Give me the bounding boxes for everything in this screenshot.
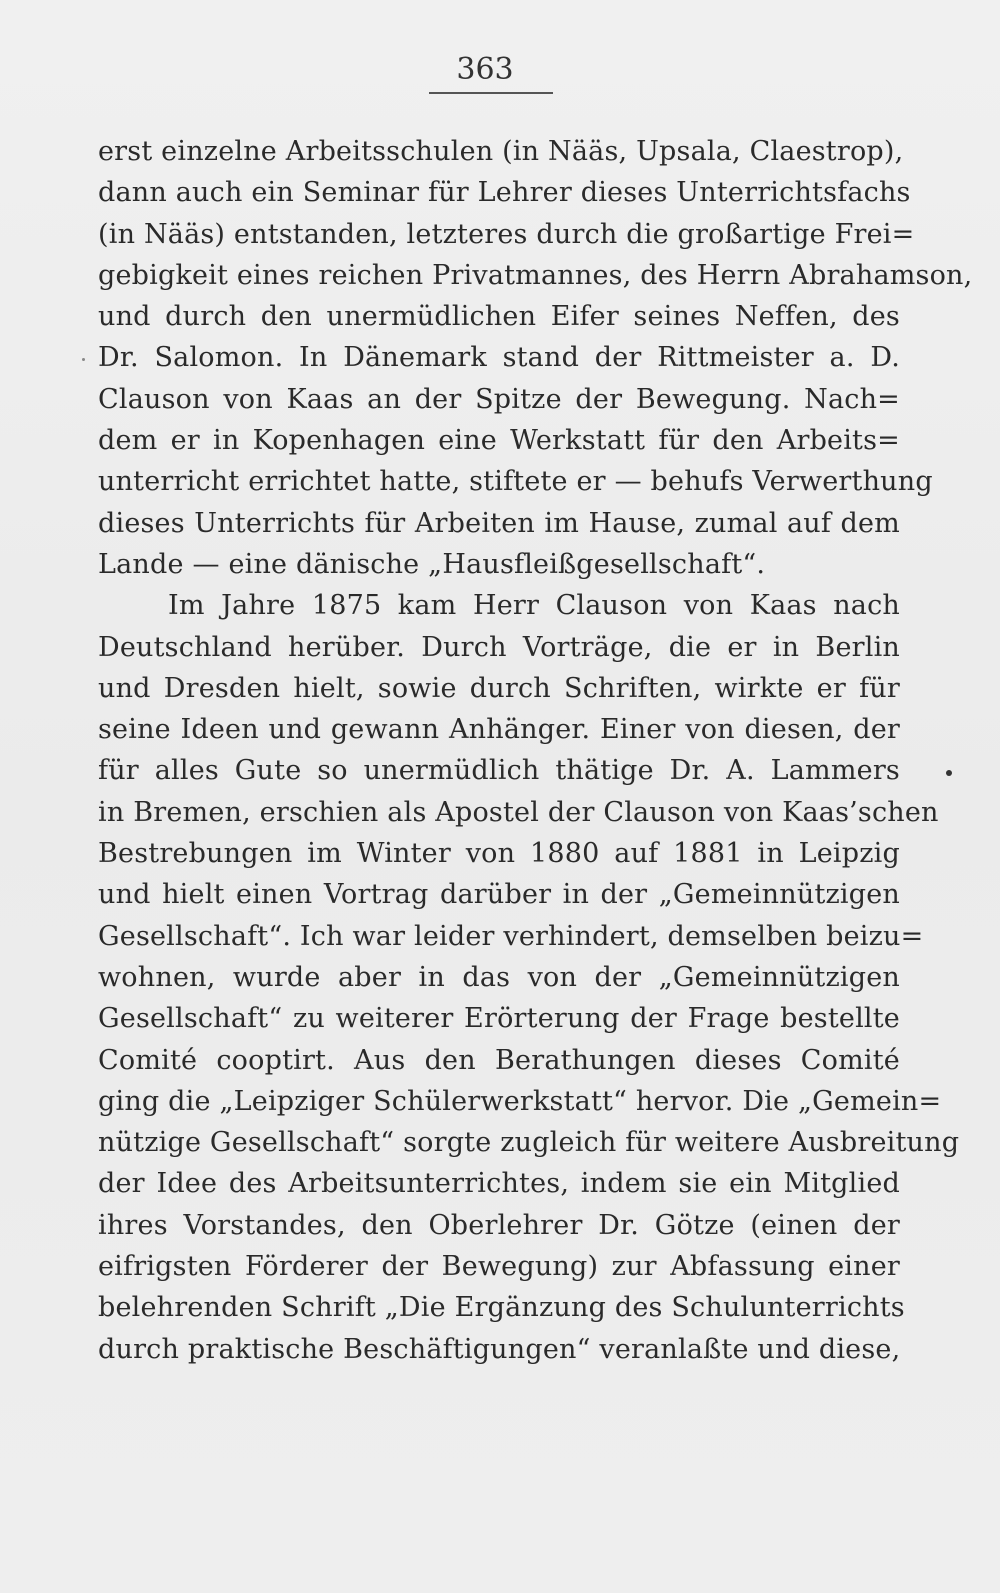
text-line: erst einzelne Arbeitsschulen (in Nääs, Upsala, Claestrop), <box>98 136 904 167</box>
text-line: dem er in Kopenhagen eine Werkstatt für den Arbeits= <box>98 425 900 457</box>
text-line: dieses Unterrichts für Arbeiten im Hause, zumal auf dem <box>98 507 900 539</box>
paragraph-1 <box>98 131 973 585</box>
text-line: Dr. Salomon. In Dänemark stand der Rittmeister a. D. <box>98 342 900 374</box>
header-rule <box>429 92 553 94</box>
body-text <box>98 131 973 1370</box>
text-line: (in Nääs) entstanden, letzteres durch die großartige Frei= <box>98 218 915 250</box>
text-line: Gesellschaft“ zu weiterer Erörterung der Frage bestellte <box>98 1003 900 1035</box>
text-line: dann auch ein Seminar für Lehrer dieses Unterrichtsfachs <box>98 177 911 209</box>
text-line: durch praktische Beschäftigungen“ veranlaßte und diese, <box>98 1333 901 1365</box>
text-line: und durch den unermüdlichen Eifer seines Neffen, des <box>98 301 900 333</box>
text-line: und hielt einen Vortrag darüber in der „Gemeinnützigen <box>98 879 900 911</box>
text-line: Deutschland herüber. Durch Vorträge, die er in Berlin <box>98 631 900 663</box>
text-line: gebigkeit eines reichen Privatmannes, des Herrn Abrahamson, <box>98 259 973 291</box>
text-line: in Bremen, erschien als Apostel der Clauson von Kaas’schen <box>98 796 939 828</box>
text-line: für alles Gute so unermüdlich thätige Dr. A. Lammers <box>98 755 900 787</box>
text-line: wohnen, wurde aber in das von der „Gemeinnützigen <box>98 961 900 993</box>
text-line: der Idee des Arbeitsunterrichtes, indem sie ein Mitglied <box>98 1168 900 1200</box>
text-line: Bestrebungen im Winter von 1880 auf 1881 in Leipzig <box>98 838 900 870</box>
text-line: Clauson von Kaas an der Spitze der Bewegung. Nach= <box>98 383 900 415</box>
page-number: 363 <box>456 52 514 87</box>
text-line: ging die „Leipziger Schülerwerkstatt“ hervor. Die „Gemein= <box>98 1085 942 1117</box>
text-line: belehrenden Schrift „Die Ergänzung des Schulunterrichts <box>98 1292 905 1324</box>
paragraph-2 <box>98 585 960 1370</box>
text-line: Gesellschaft“. Ich war leider verhindert, demselben beizu= <box>98 920 924 952</box>
text-line: Im Jahre 1875 kam Herr Clauson von Kaas nach <box>168 590 900 622</box>
text-line: ihres Vorstandes, den Oberlehrer Dr. Götze (einen der <box>98 1209 900 1241</box>
text-line: eifrigsten Förderer der Bewegung) zur Abfassung einer <box>98 1251 900 1283</box>
text-line: nützige Gesellschaft“ sorgte zugleich für weitere Ausbreitung <box>98 1127 960 1159</box>
text-line: unterricht errichtet hatte, stiftete er — behufs Verwerthung <box>98 466 933 498</box>
ink-speck <box>82 358 85 361</box>
ink-speck <box>946 770 952 776</box>
text-line: Comité cooptirt. Aus den Berathungen dieses Comité <box>98 1044 900 1076</box>
text-line: Lande — eine dänische „Hausfleißgesellschaft“. <box>98 548 766 580</box>
text-line: seine Ideen und gewann Anhänger. Einer von diesen, der <box>98 714 900 746</box>
text-line: und Dresden hielt, sowie durch Schriften, wirkte er für <box>98 672 900 704</box>
